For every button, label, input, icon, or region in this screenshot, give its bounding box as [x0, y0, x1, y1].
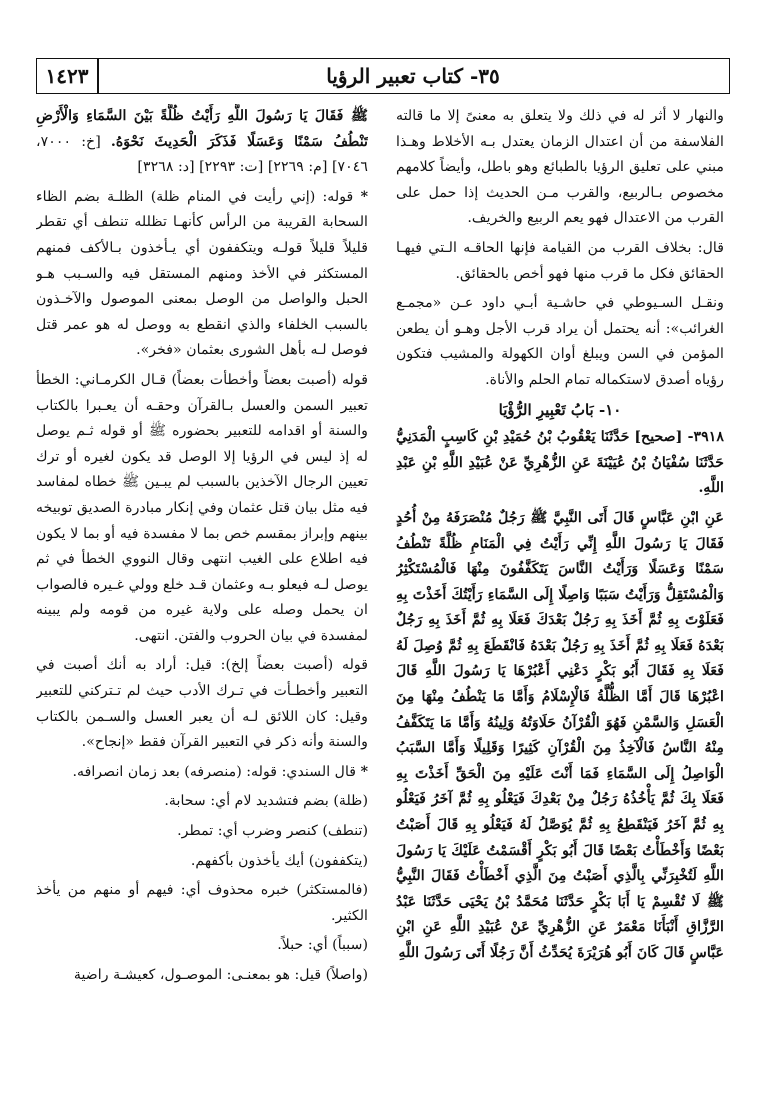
hadith-isnad: [396, 425, 724, 502]
star-marker: *: [360, 188, 368, 205]
commentary-paragraph-6: (تنطف) كنصر وضرب أي: تمطر.: [177, 823, 368, 840]
star-marker: *: [360, 763, 368, 780]
commentary-paragraph-1: [36, 185, 368, 364]
right-paragraph-1: والنهار لا أثر له في ذلك ولا يتعلق به معنىً إلا ما قالته الفلاسفة من أن اعتدال الزمان يعتدل بـه الأخلاط وهـذا مبني على تعليق الرؤيا بالطبائع وهو باطل، وأيضاً كلامهم مخصوص بـالربيع، والقرب مـن الحديث إذا حمل على القرب من الاعتدال فهو يعم الربيع والخريف.: [396, 108, 724, 227]
right-column: [396, 104, 724, 1094]
left-column: [36, 104, 368, 1094]
section-heading: ١٠- بَابُ تَعْبِيرِ الرُّؤْيَا: [498, 400, 622, 419]
hadith-number: ٣٩١٨- [صحيح]: [634, 429, 724, 446]
chapter-title: ٣٥- كتاب تعبير الرؤيا: [326, 64, 500, 88]
commentary-paragraph-9: (سبباً) أي: حبلاً.: [277, 937, 368, 954]
commentary-paragraph-5: (ظلة) بضم فتشديد لام أي: سحابة.: [164, 793, 368, 810]
commentary-paragraph-7: (يتكففون) أيك يأخذون بأكفهم.: [190, 852, 368, 869]
page-number: ١٤٢٣: [45, 64, 89, 88]
commentary-text-1: قوله: (إني رأيت في المنام ظلة) الظلـة بضم الظاء السحابة القريبة من الرأس كأنهـا تظلله تنطف أي تقطر قليلاً قليلاً قولـه ويتكففون أي يـأخذون بـالأكف فمنهم المستكثر في الأخذ ومنهم المستقل فيه والسـبب هـو الحبل والواصل من الوصل بمعنى الموصول والآخـذون بالسبب الخلفاء والذي انقطع به ووصل له هو عمر قتل فوصل لـه بأهل الشورى بعثمان «فخر».: [36, 188, 368, 359]
right-paragraph-3: ونقـل السـيوطي في حاشـية أبـي داود عـن «مجمـع الغرائب»: أنه يحتمل أن يراد قرب الأجل وهـو أن يطعن المؤمن في السن ويبلغ أوان الكهولة والمشيب فتكون رؤياه أصدق لاستكماله تمام الحلم والأناة.: [396, 295, 724, 388]
commentary-text-4: قال السندي: قوله: (منصرفه) بعد زمان انصرافه.: [72, 763, 357, 780]
left-hadith-continuation: [36, 104, 368, 181]
hadith-matn: عَنِ ابْنِ عَبَّاسٍ قَالَ أَتَى النَّبِيَّ ﷺ رَجُلٌ مُنْصَرَفَهُ مِنْ أُحُدٍ فَقَالَ يَا رَسُولَ اللَّهِ إِنِّي رَأَيْتُ فِي الْمَنَامِ ظُلَّةً تَنْطُفُ سَمْنًا وَعَسَلًا وَرَأَيْتُ النَّاسَ يَتَكَفَّفُونَ مِنْهَا فَالْمُسْتَكْثِرُ وَالْمُسْتَقِلُّ وَرَأَيْتُ سَبَبًا وَاصِلًا إِلَى السَّمَاءِ رَأَيْتُكَ أَخَذْتَ بِهِ فَعَلَوْتَ بِهِ ثُمَّ أَخَذَ بِهِ رَجُلٌ بَعْدَكَ فَعَلَا بِهِ ثُمَّ أَخَذَ بِهِ رَجُلٌ بَعْدَهُ فَعَلَا بِهِ ثُمَّ أَخَذَ بِهِ رَجُلٌ بَعْدَهُ فَانْقَطَعَ بِهِ ثُمَّ وُصِلَ لَهُ فَعَلَا بِهِ فَقَالَ أَبُو بَكْرٍ دَعْنِي أَعْبُرْهَا يَا رَسُولَ اللَّهِ قَالَ اعْبُرْهَا قَالَ أَمَّا الظُّلَّةُ فَالْإِسْلَامُ وَأَمَّا مَا يَنْطُفُ مِنْهَا مِنَ الْعَسَلِ وَالسَّمْنِ فَهُوَ الْقُرْآنُ حَلَاوَتُهُ وَلِينُهُ وَأَمَّا مَا يَتَكَفَّفُ مِنْهُ النَّاسُ فَالْآخِذُ مِنَ الْقُرْآنِ كَثِيرًا وَقَلِيلًا وَأَمَّا السَّبَبُ الْوَاصِلُ إِلَى السَّمَاءِ فَمَا أَنْتَ عَلَيْهِ مِنَ الْحَقِّ أَخَذْتَ بِهِ فَعَلَا بِكَ ثُمَّ يَأْخُذُهُ رَجُلٌ مِنْ بَعْدِكَ فَيَعْلُو بِهِ ثُمَّ آخَرُ فَيَعْلُو بِهِ ثُمَّ آخَرُ فَيَنْقَطِعُ بِهِ ثُمَّ يُوَصَّلُ لَهُ فَيَعْلُو بِهِ قَالَ أَصَبْتُ بَعْضًا وَأَخْطَأْتُ بَعْضًا قَالَ أَبُو بَكْرٍ أَقْسَمْتُ عَلَيْكَ يَا رَسُولَ اللَّهِ لَتُخْبِرَنِّي بِالَّذِي أَصَبْتُ مِنَ الَّذِي أَخْطَأْتُ فَقَالَ النَّبِيُّ ﷺ لَا تُقْسِمْ يَا أَبَا بَكْرٍ حَدَّثَنَا مُحَمَّدُ بْنُ يَحْيَى حَدَّثَنَا عَبْدُ الرَّزَّاقِ أَنْبَأَنَا مَعْمَرٌ عَنِ الزُّهْرِيِّ عَنْ عُبَيْدِ اللَّهِ عَنِ ابْنِ عَبَّاسٍ قَالَ كَانَ أَبُو هُرَيْرَةَ يُحَدِّثُ أَنَّ رَجُلًا أَتَى رَسُولَ اللَّهِ: [396, 509, 724, 961]
commentary-paragraph-10: (واصلاً) قيل: هو بمعنـى: الموصـول، كعيشـة راضية: [73, 967, 368, 983]
commentary-paragraph-4: [36, 760, 368, 786]
right-paragraph-2: قال: بخلاف القرب من القيامة فإنها الحاقـه الـتي فيهـا الحقائق فكل ما قرب منها فهو أخص بالحقائق.: [396, 239, 724, 282]
hadith-isnad-text: حَدَّثَنَا يَعْقُوبُ بْنُ حُمَيْدِ بْنِ كَاسِبٍ الْمَدَنِيُّ حَدَّثَنَا سُفْيَانُ بْنُ عُيَيْنَةَ عَنِ الزُّهْرِيِّ عَنْ عُبَيْدِ اللَّهِ بْنِ عَبْدِ اللَّهِ.: [396, 429, 724, 497]
commentary-paragraph-3: قوله (أصبت بعضاً إلخ): قيل: أراد به أنك أصبت في التعبير وأخطـأت في تـرك الأدب حيث لم تـتركني للتعبير وقيل: كان اللائق لـه أن يعبر العسل والسـمن بالكتاب والسنة وأنه ذكر في التعبير القرآن فقط «إنجاح».: [36, 657, 368, 751]
page-header: [36, 58, 730, 94]
commentary-paragraph-8: (فالمستكثر) خبره محذوف أي: فيهم أو منهم من يأخذ الكثير.: [36, 882, 368, 924]
hadith-references: [خ: ٧٠٠٠، ٧٠٤٦] [م: ٢٢٦٩] [ت: ٢٢٩٣] [د: ٣٢٦٨]: [36, 133, 368, 176]
hadith-matn-continued: ﷺ فَقَالَ يَا رَسُولَ اللَّهِ رَأَيْتُ ظُلَّةً بَيْنَ السَّمَاءِ وَالْأَرْضِ تَنْطُفُ سَمْنًا وَعَسَلًا فَذَكَرَ الْحَدِيثَ نَحْوَهُ.: [36, 108, 368, 150]
commentary-paragraph-2: قوله (أصبت بعضاً وأخطأت بعضاً) قـال الكرمـاني: الخطأ تعبير السمن والعسل بـالقرآن وحقـه أن يعـبرا بالكتاب والسنة أو اقدامه للتعبير بحضوره ﷺ أو قوله ثـم يوصل له إذ ليس في الرؤيا إلا الوصل قد يكون لغيره أو ترك تعيين الرجال الآخذين بالسبب لم يبـين ﷺ خطاه لمفاسد فيه مثل بيان قتل عثمان وفي إنكار مبادرة الصديق توبيخه بينهم وإبراز بمقسم خص بما لا مفسدة فيه أو بما لا يكون فيه اطلاع على الغيب انتهى وقال النووي الخطأ في ثم يوصل لـه فيعلو بـه وعثمان قـد خلع وولي غـيره فالصواب ان يحمل وصله على ولاية غيره من قومه ولم يبينه لمفسدة في بيان الحروب والفتن. انتهى.: [36, 371, 368, 644]
